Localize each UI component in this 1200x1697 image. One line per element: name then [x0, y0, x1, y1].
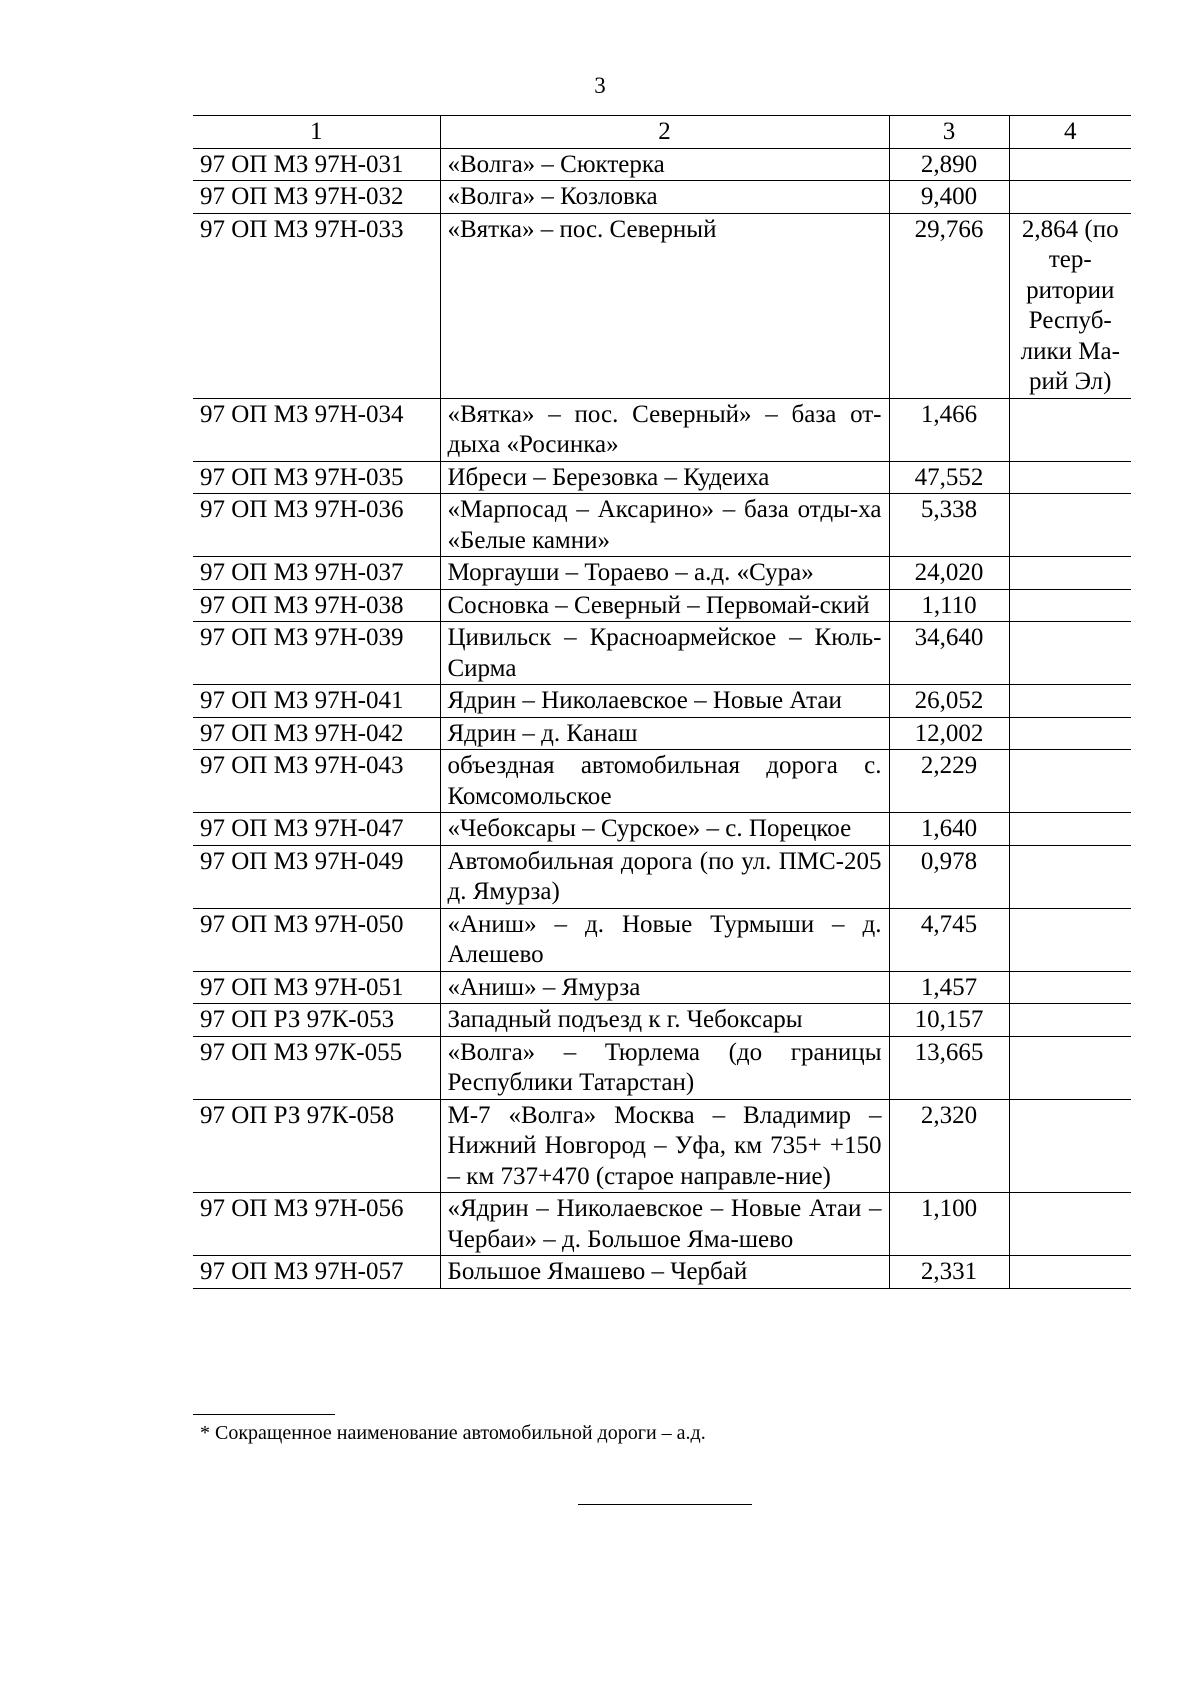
road-name-cell: «Вятка» – пос. Северный» – база от-дыха «Росинка»	[440, 398, 889, 461]
road-name-cell: «Ядрин – Николаевское – Новые Атаи – Чербаи» – д. Большое Яма-шево	[440, 1193, 889, 1256]
road-length-cell: 2,331	[889, 1256, 1009, 1289]
road-name-cell: «Чебоксары – Сурское» – с. Порецкое	[440, 813, 889, 846]
table-row	[193, 908, 1131, 971]
road-length-cell: 2,890	[889, 148, 1009, 181]
road-note-cell	[1009, 589, 1131, 622]
road-name-cell: «Аниш» – Ямурза	[440, 971, 889, 1004]
road-note-cell	[1009, 1256, 1131, 1289]
road-length-cell: 0,978	[889, 845, 1009, 908]
road-note-cell	[1009, 750, 1131, 813]
road-note-cell	[1009, 685, 1131, 718]
road-name-cell: Сосновка – Северный – Первомай-ский	[440, 589, 889, 622]
road-name-cell: «Волга» – Козловка	[440, 181, 889, 214]
road-code-cell: 97 ОП МЗ 97Н-037	[193, 557, 440, 590]
road-name-cell: Западный подъезд к г. Чебоксары	[440, 1004, 889, 1037]
road-code-cell: 97 ОП РЗ 97К-053	[193, 1004, 440, 1037]
road-length-cell: 4,745	[889, 908, 1009, 971]
column-header: 1	[193, 116, 440, 149]
road-length-cell: 34,640	[889, 622, 1009, 685]
road-code-cell: 97 ОП МЗ 97Н-034	[193, 398, 440, 461]
footnote-divider	[193, 1414, 335, 1415]
road-code-cell: 97 ОП МЗ 97Н-033	[193, 213, 440, 398]
road-length-cell: 1,457	[889, 971, 1009, 1004]
table-row	[193, 494, 1131, 557]
table-row	[193, 1036, 1131, 1099]
table-row	[193, 750, 1131, 813]
road-code-cell: 97 ОП МЗ 97Н-036	[193, 494, 440, 557]
column-header: 4	[1009, 116, 1131, 149]
road-note-cell	[1009, 845, 1131, 908]
table-row	[193, 398, 1131, 461]
column-header: 3	[889, 116, 1009, 149]
road-name-cell: Ибреси – Березовка – Кудеиха	[440, 461, 889, 494]
road-note-cell	[1009, 557, 1131, 590]
table-body	[193, 148, 1131, 1288]
table-row	[193, 845, 1131, 908]
road-code-cell: 97 ОП МЗ 97Н-043	[193, 750, 440, 813]
road-code-cell: 97 ОП МЗ 97Н-049	[193, 845, 440, 908]
table-row	[193, 1004, 1131, 1037]
road-length-cell: 24,020	[889, 557, 1009, 590]
table-row	[193, 589, 1131, 622]
road-name-cell: «Аниш» – д. Новые Турмыши – д. Алешево	[440, 908, 889, 971]
table-row	[193, 181, 1131, 214]
road-note-cell	[1009, 1036, 1131, 1099]
table-row	[193, 685, 1131, 718]
table-row	[193, 1193, 1131, 1256]
table-header-row	[193, 116, 1131, 149]
road-note-cell	[1009, 971, 1131, 1004]
column-header: 2	[440, 116, 889, 149]
table-row	[193, 813, 1131, 846]
road-name-cell: Большое Ямашево – Чербай	[440, 1256, 889, 1289]
road-code-cell: 97 ОП МЗ 97Н-041	[193, 685, 440, 718]
table-row	[193, 1256, 1131, 1289]
road-note-cell: 2,864 (по тер-ритории Респуб-лики Ма-рий Эл)	[1009, 213, 1131, 398]
table-row	[193, 971, 1131, 1004]
road-code-cell: 97 ОП МЗ 97Н-031	[193, 148, 440, 181]
road-length-cell: 1,100	[889, 1193, 1009, 1256]
road-note-cell	[1009, 908, 1131, 971]
road-name-cell: «Волга» – Тюрлема (до границы Республики Татарстан)	[440, 1036, 889, 1099]
road-name-cell: Ядрин – д. Канаш	[440, 717, 889, 750]
road-name-cell: Ядрин – Николаевское – Новые Атаи	[440, 685, 889, 718]
road-code-cell: 97 ОП МЗ 97Н-056	[193, 1193, 440, 1256]
road-note-cell	[1009, 398, 1131, 461]
road-length-cell: 10,157	[889, 1004, 1009, 1037]
road-name-cell: «Марпосад – Аксарино» – база отды-ха «Белые камни»	[440, 494, 889, 557]
road-code-cell: 97 ОП МЗ 97Н-042	[193, 717, 440, 750]
road-length-cell: 2,320	[889, 1099, 1009, 1193]
road-length-cell: 47,552	[889, 461, 1009, 494]
footnote: * Сокращенное наименование автомобильной дороги – а.д.	[200, 1422, 706, 1444]
road-length-cell: 1,466	[889, 398, 1009, 461]
road-code-cell: 97 ОП МЗ 97Н-051	[193, 971, 440, 1004]
road-length-cell: 29,766	[889, 213, 1009, 398]
road-code-cell: 97 ОП РЗ 97К-058	[193, 1099, 440, 1193]
road-name-cell: Цивильск – Красноармейское – Кюль-Сирма	[440, 622, 889, 685]
roads-table	[193, 115, 1131, 1289]
road-length-cell: 26,052	[889, 685, 1009, 718]
table-row	[193, 622, 1131, 685]
road-note-cell	[1009, 148, 1131, 181]
road-name-cell: М-7 «Волга» Москва – Владимир – Нижний Новгород – Уфа, км 735+ +150 – км 737+470 (старое направле-ние)	[440, 1099, 889, 1193]
road-length-cell: 5,338	[889, 494, 1009, 557]
road-note-cell	[1009, 717, 1131, 750]
road-code-cell: 97 ОП МЗ 97К-055	[193, 1036, 440, 1099]
table-row	[193, 213, 1131, 398]
table-row	[193, 1099, 1131, 1193]
road-note-cell	[1009, 1193, 1131, 1256]
road-note-cell	[1009, 1004, 1131, 1037]
road-note-cell	[1009, 622, 1131, 685]
road-code-cell: 97 ОП МЗ 97Н-039	[193, 622, 440, 685]
road-length-cell: 13,665	[889, 1036, 1009, 1099]
road-length-cell: 9,400	[889, 181, 1009, 214]
road-length-cell: 1,640	[889, 813, 1009, 846]
road-code-cell: 97 ОП МЗ 97Н-035	[193, 461, 440, 494]
road-note-cell	[1009, 494, 1131, 557]
road-name-cell: Автомобильная дорога (по ул. ПМС-205 д. Ямурза)	[440, 845, 889, 908]
table-row	[193, 461, 1131, 494]
table-row	[193, 717, 1131, 750]
road-note-cell	[1009, 813, 1131, 846]
road-name-cell: «Вятка» – пос. Северный	[440, 213, 889, 398]
road-code-cell: 97 ОП МЗ 97Н-047	[193, 813, 440, 846]
road-note-cell	[1009, 461, 1131, 494]
road-name-cell: Моргауши – Тораево – а.д. «Сура»	[440, 557, 889, 590]
end-divider	[578, 1504, 752, 1505]
table-row	[193, 557, 1131, 590]
road-note-cell	[1009, 1099, 1131, 1193]
road-code-cell: 97 ОП МЗ 97Н-057	[193, 1256, 440, 1289]
road-note-cell	[1009, 181, 1131, 214]
road-length-cell: 12,002	[889, 717, 1009, 750]
road-length-cell: 2,229	[889, 750, 1009, 813]
road-code-cell: 97 ОП МЗ 97Н-038	[193, 589, 440, 622]
road-name-cell: объездная автомобильная дорога с. Комсомольское	[440, 750, 889, 813]
road-code-cell: 97 ОП МЗ 97Н-032	[193, 181, 440, 214]
page-number: 3	[594, 73, 606, 98]
table-row	[193, 148, 1131, 181]
road-code-cell: 97 ОП МЗ 97Н-050	[193, 908, 440, 971]
road-name-cell: «Волга» – Сюктерка	[440, 148, 889, 181]
road-length-cell: 1,110	[889, 589, 1009, 622]
